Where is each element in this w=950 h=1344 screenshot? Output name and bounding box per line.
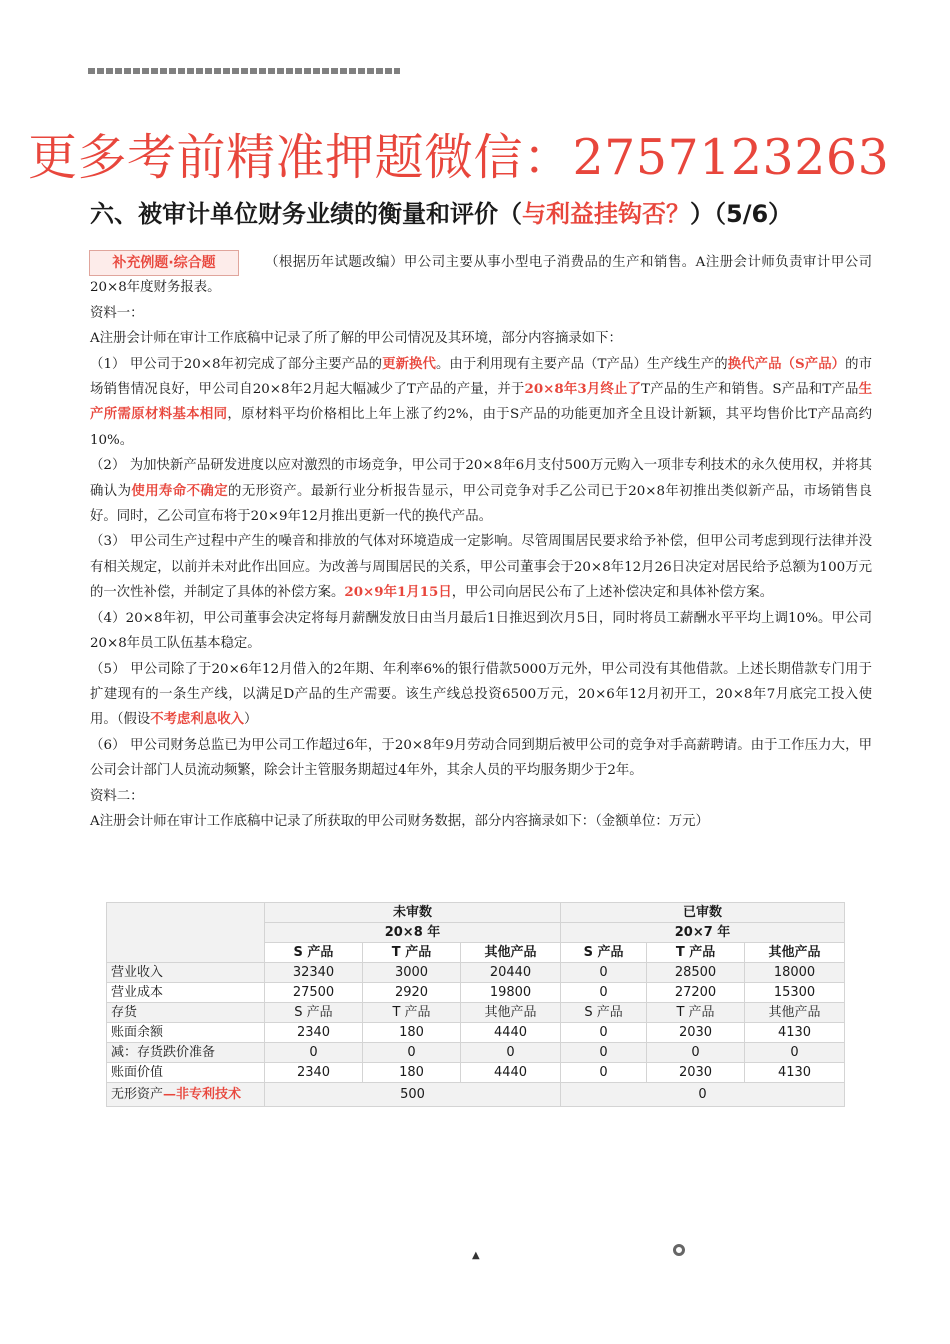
header-year-audited: 20×7 年	[561, 923, 845, 943]
table-cell: 0	[461, 1043, 561, 1063]
row-label: 账面价值	[107, 1063, 265, 1083]
table-cell: 32340	[265, 963, 363, 983]
table-cell: 0	[363, 1043, 461, 1063]
table-cell: 2340	[265, 1063, 363, 1083]
item1-text-c: 的市场销售情况良好，甲公司自20×8年2月起大幅减少了T产品的产量，并于	[90, 356, 873, 398]
table-cell: T 产品	[363, 1003, 461, 1023]
table-cell: 0	[561, 1043, 647, 1063]
row-label: 存货	[107, 1003, 265, 1023]
item-1	[90, 352, 872, 454]
page-title	[90, 196, 792, 232]
item-5	[90, 657, 872, 733]
table-cell: 18000	[745, 963, 845, 983]
table-cell: 其他产品	[745, 1003, 845, 1023]
item1-highlight-2: 换代产品（S产品）	[727, 355, 846, 372]
intangible-label: 无形资产	[111, 1087, 164, 1102]
header-audited: 已审数	[561, 903, 845, 923]
item-6: （6） 甲公司财务总监已为甲公司工作超过6年，于20×8年9月劳动合同到期后被甲公司的竞争对手高薪聘请。由于工作压力大，甲公司会计部门人员流动频繁，除会计主管服务期超过4年外，其余人员的平均服务期少于2年。	[90, 737, 872, 779]
table-cell: 15300	[745, 983, 845, 1003]
table-row	[107, 983, 845, 1003]
table-cell: 2340	[265, 1023, 363, 1043]
table-cell: 2920	[363, 983, 461, 1003]
table-cell: 28500	[647, 963, 745, 983]
header-unaudited: 未审数	[265, 903, 561, 923]
table-cell: 0	[561, 983, 647, 1003]
item1-text-d: T产品的生产和销售。S产品和T产品	[641, 382, 859, 398]
body-text	[90, 250, 872, 834]
item3-text-a: （3） 甲公司生产过程中产生的噪音和排放的气体对环境造成一定影响。尽管周围居民要求给予补偿，但甲公司考虑到现行法律并没有相关规定，以前并未对此作出回应。为改善与周围居民的关系，甲公司董事会于20×8年12月26日决定对居民给予总额为100万元的一次性补偿，并制定了具体的补偿方案。	[90, 534, 872, 601]
table-cell: T 产品	[647, 1003, 745, 1023]
item5-highlight-1: 不考虑利息收入	[150, 711, 244, 728]
table-cell: S 产品	[265, 1003, 363, 1023]
table-cell: 27200	[647, 983, 745, 1003]
financial-table	[106, 902, 845, 1107]
circle-mark-icon	[673, 1244, 685, 1256]
table-row-intangible	[107, 1083, 845, 1107]
table-cell: 500	[265, 1083, 561, 1107]
table-cell: 0	[561, 1023, 647, 1043]
table-cell: 0	[561, 1083, 845, 1107]
table-corner	[107, 903, 265, 963]
page-mark-icon: ▲	[472, 1250, 480, 1261]
table-header-row	[107, 903, 845, 923]
material1-lead: A注册会计师在审计工作底稿中记录了所了解的甲公司情况及其环境，部分内容摘录如下：	[90, 331, 622, 347]
row-label: 营业收入	[107, 963, 265, 983]
item1-text-b: 。由于利用现有主要产品（T产品）生产线生产的	[435, 356, 728, 372]
item2-highlight-1: 使用寿命不确定	[131, 482, 229, 499]
intro-paragraph: （根据历年试题改编）甲公司主要从事小型电子消费品的生产和销售。A注册会计师负责审计甲公司20×8年度财务报表。	[90, 255, 872, 296]
item3-highlight-1: 20×9年1月15日	[344, 584, 452, 601]
row-label: 账面余额	[107, 1023, 265, 1043]
table-cell: 20440	[461, 963, 561, 983]
table-cell: 4440	[461, 1063, 561, 1083]
item1-text-e: ，原材料平均价格相比上年上涨了约2%，由于S产品的功能更加齐全且设计新颖，其平均售价比T产品高约10%。	[90, 407, 872, 448]
table-cell: 0	[265, 1043, 363, 1063]
item5-text-a: （5） 甲公司除了于20×6年12月借入的2年期、年利率6%的银行借款5000万元外，甲公司没有其他借款。上述长期借款专门用于扩建现有的一条生产线，以满足D产品的生产需要。该生产线总投资6500万元，20×6年12月初开工，20×8年7月底完工投入使用。（假设	[90, 661, 872, 728]
item1-highlight-3: 20×8年3月终止了	[524, 381, 642, 398]
product-header: T 产品	[647, 943, 745, 963]
table-row	[107, 1023, 845, 1043]
table-cell: 0	[647, 1043, 745, 1063]
item2-text-b: 的无形资产。最新行业分析报告显示，甲公司竞争对手乙公司已于20×8年初推出类似新产品，市场销售良好。同时，乙公司宣布将于20×9年12月推出更新一代的换代产品。	[90, 483, 873, 525]
table-cell: 0	[745, 1043, 845, 1063]
material2-lead: A注册会计师在审计工作底稿中记录了所获取的甲公司财务数据，部分内容摘录如下：（金额单位：万元）	[90, 813, 709, 829]
table-cell: 0	[561, 1063, 647, 1083]
item3-text-b: ，甲公司向居民公布了上述补偿决定和具体补偿方案。	[451, 585, 774, 601]
table-row	[107, 1043, 845, 1063]
table-cell: S 产品	[561, 1003, 647, 1023]
title-question: 与利益挂钩否？	[522, 200, 690, 228]
table-cell: 4130	[745, 1023, 845, 1043]
table-cell: 0	[561, 963, 647, 983]
product-header: S 产品	[561, 943, 647, 963]
table-row	[107, 1063, 845, 1083]
table-row	[107, 963, 845, 983]
table-cell: 3000	[363, 963, 461, 983]
promo-banner: 更多考前精准押题微信：2757123263	[28, 129, 890, 186]
item1-highlight-1: 更新换代	[382, 355, 436, 372]
item-4: （4）20×8年初，甲公司董事会决定将每月薪酬发放日由当月最后1日推迟到次月5日，同时将员工薪酬水平平均上调10%。甲公司20×8年员工队伍基本稳定。	[90, 610, 872, 652]
header-rule	[88, 68, 400, 74]
item-3	[90, 529, 872, 605]
table-cell: 19800	[461, 983, 561, 1003]
header-year-unaudited: 20×8 年	[265, 923, 561, 943]
item1-highlight-4: 生产所需原材料基本相同	[90, 381, 872, 423]
product-header: 其他产品	[461, 943, 561, 963]
item2-text-a: （2） 为加快新产品研发进度以应对激烈的市场竞争，甲公司于20×8年6月支付500万元购入一项非专利技术的永久使用权，并将其确认为	[90, 458, 872, 499]
row-label	[107, 1083, 265, 1107]
item1-text-a: （1） 甲公司于20×8年初完成了部分主要产品的	[90, 356, 383, 372]
table-cell: 4440	[461, 1023, 561, 1043]
row-label: 减：存货跌价准备	[107, 1043, 265, 1063]
intangible-highlight: —非专利技术	[163, 1087, 242, 1102]
product-header: T 产品	[363, 943, 461, 963]
material2-title: 资料二：	[90, 788, 144, 804]
product-header: 其他产品	[745, 943, 845, 963]
table-cell: 180	[363, 1063, 461, 1083]
item5-text-b: ）	[244, 712, 258, 728]
table-cell: 4130	[745, 1063, 845, 1083]
table-cell: 2030	[647, 1023, 745, 1043]
product-header: S 产品	[265, 943, 363, 963]
table-cell: 180	[363, 1023, 461, 1043]
table-cell: 2030	[647, 1063, 745, 1083]
table-cell: 27500	[265, 983, 363, 1003]
title-main: 六、被审计单位财务业绩的衡量和评价（	[90, 200, 522, 228]
item-2	[90, 453, 872, 529]
row-label: 营业成本	[107, 983, 265, 1003]
table-row	[107, 1003, 845, 1023]
example-tag: 补充例题·综合题	[89, 250, 239, 276]
material1-title: 资料一：	[90, 305, 144, 321]
title-close: ）（5/6）	[690, 200, 793, 228]
table-cell: 其他产品	[461, 1003, 561, 1023]
